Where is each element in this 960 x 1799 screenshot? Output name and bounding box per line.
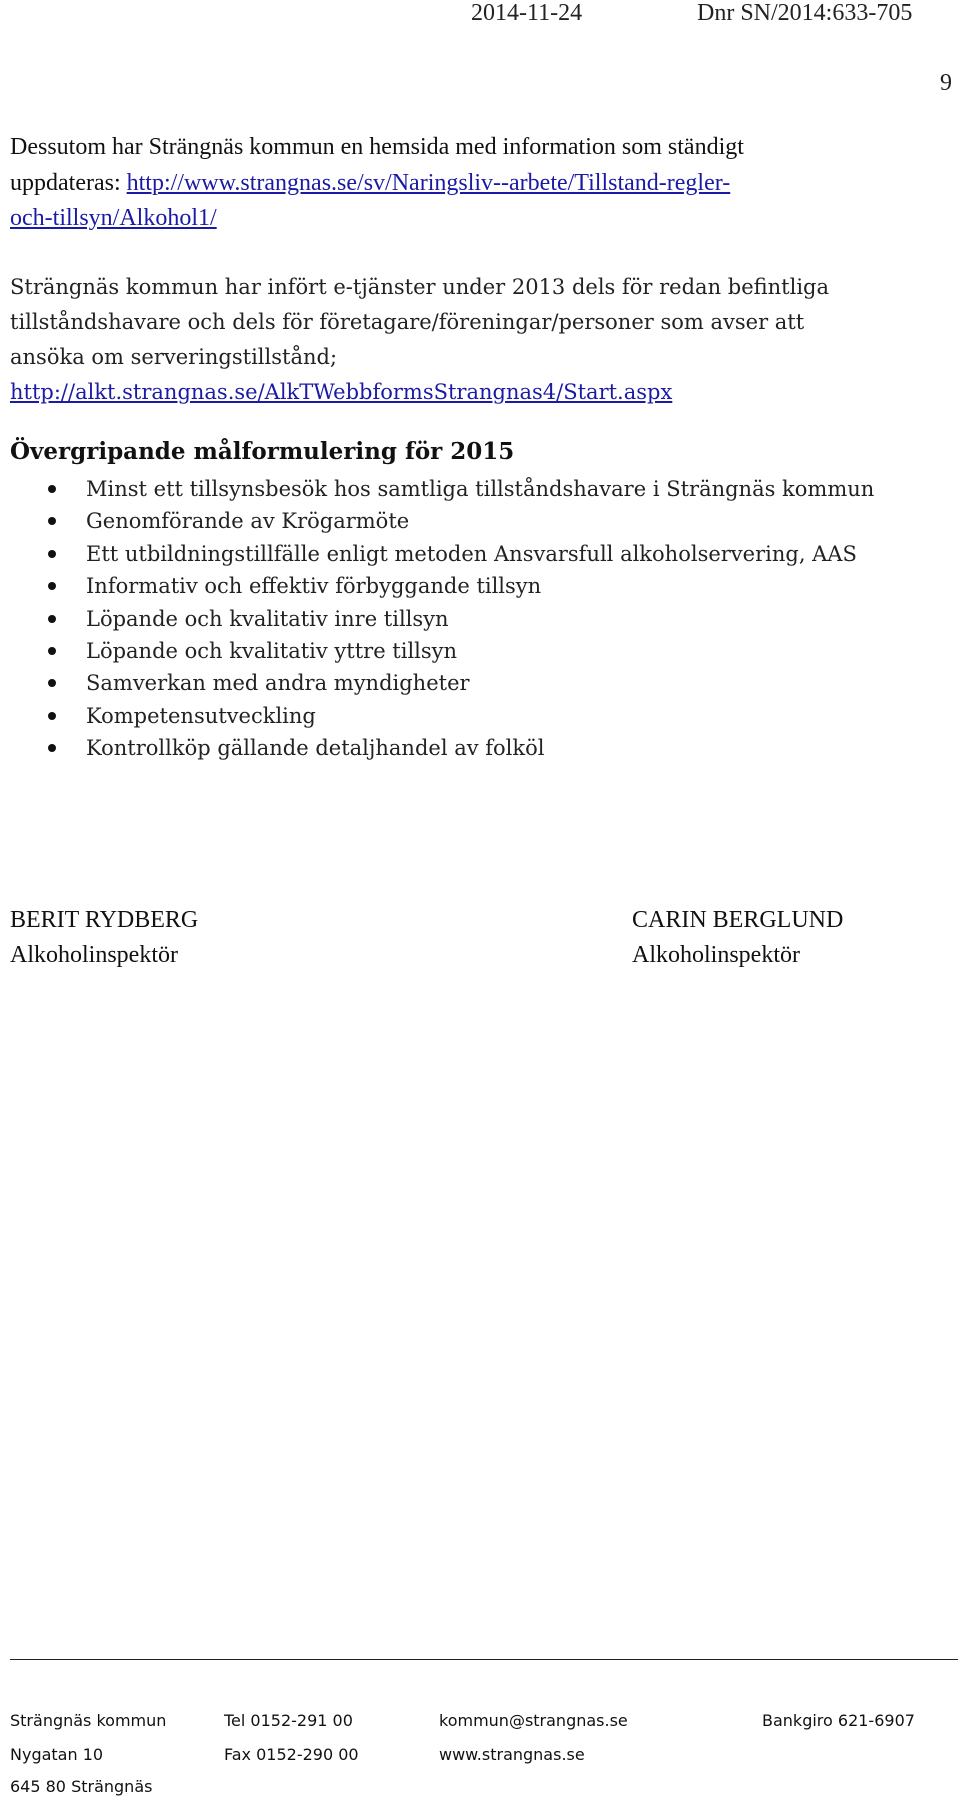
goals-heading: Övergripande målformulering för 2015 — [10, 438, 515, 465]
list-item: Löpande och kvalitativ yttre tillsyn — [0, 635, 960, 667]
intro-line-2 — [10, 167, 730, 200]
footer-address: Nygatan 10 — [10, 1745, 104, 1764]
list-item: Löpande och kvalitativ inre tillsyn — [0, 603, 960, 635]
municipality-alcohol-link[interactable]: http://www.strangnas.se/sv/Naringsliv--arbete/Tillstand-regler- — [126, 170, 731, 196]
footer-divider — [10, 1659, 958, 1660]
bullet-icon — [48, 615, 56, 623]
list-item: Informativ och effektiv förbyggande tillsyn — [0, 570, 960, 602]
municipality-alcohol-link-cont[interactable]: och-tillsyn/Alkohol1/ — [10, 205, 217, 231]
intro-prefix: uppdateras: — [10, 170, 127, 196]
eservices-link[interactable]: http://alkt.strangnas.se/AlkTWebbformsStrangnas4/Start.aspx — [10, 380, 673, 404]
footer-tel: Tel 0152-291 00 — [224, 1711, 353, 1730]
signature-name: CARIN BERGLUND — [632, 907, 844, 933]
signature-left — [10, 903, 198, 973]
signature-title: Alkoholinspektör — [10, 942, 178, 968]
list-item: Genomförande av Krögarmöte — [0, 505, 960, 537]
bullet-icon — [48, 550, 56, 558]
signature-right — [632, 903, 843, 973]
signature-title: Alkoholinspektör — [632, 942, 800, 968]
footer-postal: 645 80 Strängnäs — [10, 1777, 153, 1796]
bullet-icon — [48, 582, 56, 590]
document-date: 2014-11-24 — [471, 0, 583, 26]
footer-email[interactable]: kommun@strangnas.se — [439, 1711, 628, 1730]
list-item: Ett utbildningstillfälle enligt metoden Ansvarsfull alkoholservering, AAS — [0, 538, 960, 570]
signature-name: BERIT RYDBERG — [10, 907, 199, 933]
goals-list — [0, 473, 960, 765]
list-item: Kontrollköp gällande detaljhandel av folköl — [0, 732, 960, 764]
footer-web[interactable]: www.strangnas.se — [439, 1745, 585, 1764]
intro-line-3 — [10, 202, 217, 235]
eservices-line-4 — [10, 375, 672, 409]
bullet-icon — [48, 712, 56, 720]
bullet-icon — [48, 679, 56, 687]
footer-org: Strängnäs kommun — [10, 1711, 167, 1730]
eservices-line-1: Strängnäs kommun har infört e-tjänster under 2013 dels för redan befintliga — [10, 275, 829, 299]
bullet-icon — [48, 517, 56, 525]
list-item: Kompetensutveckling — [0, 700, 960, 732]
footer-fax: Fax 0152-290 00 — [224, 1745, 359, 1764]
intro-line-1: Dessutom har Strängnäs kommun en hemsida med information som ständigt — [10, 134, 744, 160]
eservices-line-3: ansöka om serveringstillstånd; — [10, 345, 338, 369]
footer-bankgiro: Bankgiro 621-6907 — [762, 1711, 915, 1730]
page-number: 9 — [940, 70, 952, 96]
document-dnr: Dnr SN/2014:633-705 — [697, 0, 913, 26]
eservices-line-2: tillståndshavare och dels för företagare/föreningar/personer som avser att — [10, 310, 805, 334]
bullet-icon — [48, 485, 56, 493]
list-item: Minst ett tillsynsbesök hos samtliga tillståndshavare i Strängnäs kommun — [0, 473, 960, 505]
bullet-icon — [48, 744, 56, 752]
list-item: Samverkan med andra myndigheter — [0, 667, 960, 699]
bullet-icon — [48, 647, 56, 655]
